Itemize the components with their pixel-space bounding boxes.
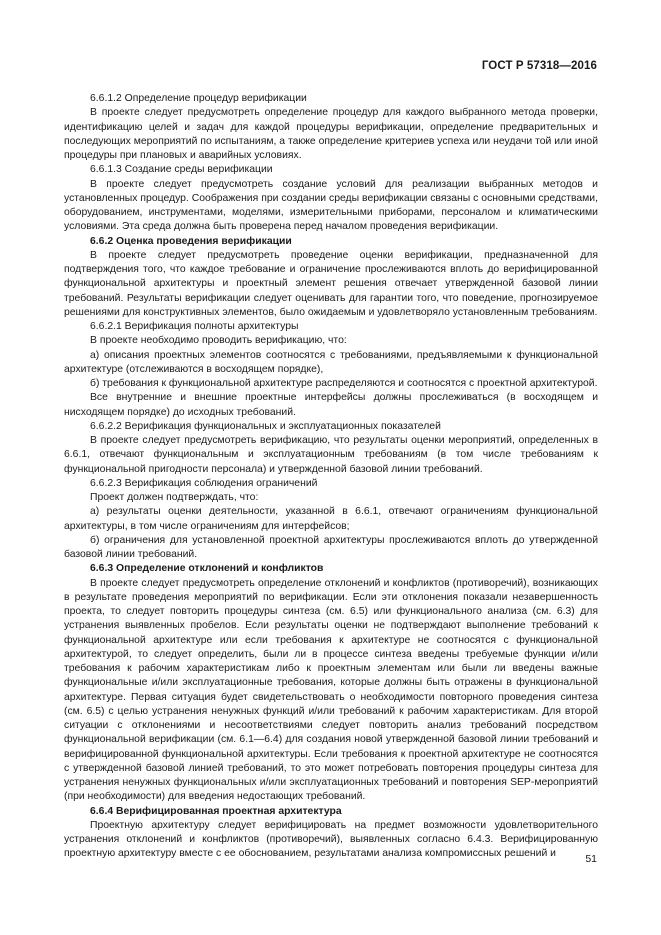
page-number: 51 <box>585 853 597 865</box>
section-heading: 6.6.4 Верифицированная проектная архитектура <box>90 805 342 817</box>
paragraph: б) требования к функциональной архитектуре распределяются и соотносятся с проектной архитектурой. <box>90 378 598 389</box>
paragraph: Проект должен подтверждать, что: <box>90 492 259 503</box>
paragraph: В проекте следует предусмотреть проведение оценки верификации, предназначенной для подтверждения того, что каждое требование и ограничение прослеживаются вплоть до верифицированной функциональной архитектуры и проектный элемент решения отвечает утвержденной базовой линии требований. Результаты верификации следует оценивать для гарантии того, что поведение, прогнозируемое решениями для конструктивных элементов, было ожидаемым и удовлетворяло установленным требованиям. <box>64 249 598 318</box>
paragraph: 6.6.2.3 Верификация соблюдения ограничений <box>90 477 318 489</box>
section-heading: 6.6.2 Оценка проведения верификации <box>90 235 292 247</box>
standard-code-header: ГОСТ Р 57318—2016 <box>481 60 597 72</box>
paragraph: В проекте следует предусмотреть определение процедур для каждого выбранного метода проверки, идентификацию целей и задач для каждой процедуры верификации, определение предварительных и последующих мероприятий по испытаниям, а также определение критериев успеха или неудачи той или иной процедуры при плановых и аварийных условиях. <box>64 107 598 161</box>
paragraph: 6.6.2.1 Верификация полноты архитектуры <box>90 321 299 332</box>
section-heading: 6.6.3 Определение отклонений и конфликтов <box>90 563 324 575</box>
paragraph: 6.6.2.2 Верификация функциональных и эксплуатационных показателей <box>90 420 441 432</box>
paragraph: Все внутренние и внешние проектные интерфейсы должны прослеживаться (в восходящем и нисходящем порядке) до исходных требований. <box>64 392 598 418</box>
paragraph: В проекте следует предусмотреть определение отклонений и конфликтов (противоречий), возникающих в результате проведения мероприятий по верификации. Если эти отклонения показали незавершенность проекта, то следует повторить процедуры синтеза (см. 6.5) или функционального анализа (см. 6.3) для устранения выявленных пробелов. Если результаты оценки не подтверждают выполнение требований к функциональной архитектуре или если требования к архитектуре не соотносятся с функциональной архитектурой, то следует определить, были ли в процессе синтеза введены требуемые функции и/или требования к рабочим характеристикам либо к проектным элементам или были ли введены важные функциональные и/или эксплуатационные требования, которые должны быть отражены в функциональной архитектуре. Первая ситуация будет свидетельствовать о необходимости повторного проведения синтеза (см. 6.5) с целью устранения ненужных функций и/или требований к рабочим характеристикам. Для второй ситуации с отклонениями и несоответствиями следует повторить анализ требований посредством функциональной верификации (см. 6.1—6.4) для создания новой утвержденной базовой линии требований и верифицированной функциональной архитектуры. Если требования к проектной архитектуре не соотносятся с утвержденной базовой линией требований, то это может потребовать повторения процедуры синтеза для устранения ненужных функциональных и/или эксплуатационных требований и повторения SEP-мероприятий (при необходимости) для введения недостающих требований. <box>64 577 598 803</box>
paragraph: а) результаты оценки деятельности, указанной в 6.6.1, отвечают ограничениям функциональной архитектуры, в том числе ограничениям для интерфейсов; <box>64 506 598 532</box>
paragraph: 6.6.1.2 Определение процедур верификации <box>90 93 307 104</box>
paragraph: В проекте необходимо проводить верификацию, что: <box>90 335 347 347</box>
paragraph: б) ограничения для установленной проектной архитектуры прослеживаются вплоть до утвержденной базовой линии требований. <box>64 534 598 560</box>
paragraph: В проекте следует предусмотреть создание условий для реализации выбранных методов и установленных процедур. Соображения при создании среды верификации связаны с основными средствами, оборудованием, инструментами, моделями, измерительными приборами, персоналом и климатическими условиями. Эта среда должна быть проверена перед началом проведения верификации. <box>64 178 598 233</box>
document-body <box>64 92 598 862</box>
paragraph: а) описания проектных элементов соотносятся с требованиями, предъявляемыми к функциональной архитектуре (отслеживаются в восходящем порядке), <box>64 349 598 375</box>
paragraph: В проекте следует предусмотреть верификацию, что результаты оценки мероприятий, определенных в 6.6.1, отвечают функциональным и эксплуатационным требованиям (в том числе требованиям к функциональной пригодности персонала) и утвержденной базовой линии требований. <box>64 435 598 475</box>
paragraph: Проектную архитектуру следует верифицировать на предмет возможности удовлетворительного устранения отклонений и конфликтов (противоречий), выявленных согласно 6.4.3. Верифицированную проектную архитектуру вместе с ее обоснованием, результатами анализа компромиссных решений и <box>64 819 598 860</box>
paragraph: 6.6.1.3 Создание среды верификации <box>90 164 273 176</box>
